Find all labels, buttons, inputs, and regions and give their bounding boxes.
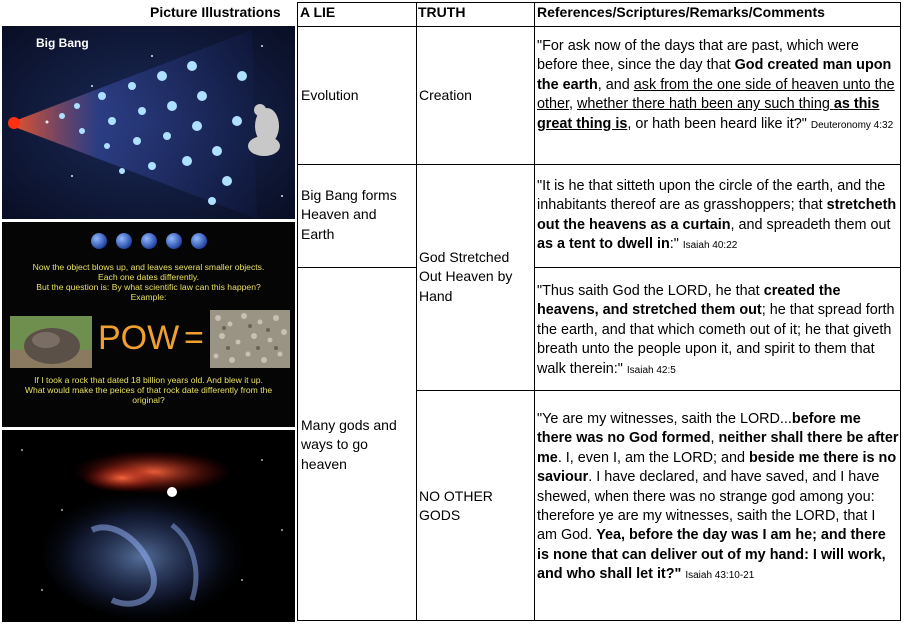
big-bang-image xyxy=(2,26,295,219)
reference-isaiah-40: "It is he that sitteth upon the circle of the earth, and the inhabitants thereof are as grasshoppers; that stretcheth out the heavens as a curtain, and spreadeth them out as a tent to dwell in:" Isaiah 40:22 xyxy=(537,178,897,253)
equals-sign: = xyxy=(184,319,204,357)
rock-explosion-image xyxy=(2,222,295,427)
header-references: References/Scriptures/Remarks/Comments xyxy=(537,4,825,20)
rock-text-bottom: If I took a rock that dated 18 billion years old. And blew it up. What would make the peices of that rock date differently from the original? xyxy=(24,375,273,405)
nebula-hand-image xyxy=(2,430,295,622)
lie-evolution: Evolution xyxy=(301,87,359,103)
reference-isaiah-43: "Ye are my witnesses, saith the LORD...before me there was no God formed, neither shall there be after me. I, even I, am the LORD; and beside me there is no saviour. I have declared, and have saved, and I have shewed, when there was no strange god among you: therefore ye are my witnesses, saith the LORD, that I am God. Yea, before the day was I am he; and there is none that can deliver out of my hand: I will work, and who shall let it?" Isaiah 43:10-21 xyxy=(537,411,899,583)
header-truth: TRUTH xyxy=(418,4,466,20)
header-a-lie: A LIE xyxy=(300,4,336,20)
reference-deuteronomy: "For ask now of the days that are past, which were before thee, since the day that God created man upon the earth, and ask from the one side of heaven unto the other, whether there hath been any such thing as this great thing is, or hath been heard like it?" Deuteronomy 4:32 xyxy=(537,38,895,132)
truth-no-other-gods: NO OTHER GODS xyxy=(419,488,493,524)
pow-text: POW xyxy=(98,319,180,357)
header-picture-illustrations: Picture Illustrations xyxy=(150,4,281,20)
big-bang-illustration xyxy=(2,26,295,219)
reference-isaiah-42: "Thus saith God the LORD, he that created the heavens, and stretched them out; he that spread forth the earth, and that which cometh out of it; he that giveth breath unto the people upon it, and spirit to them that walk therein:" Isaiah 42:5 xyxy=(537,283,895,377)
truth-god-stretched: God Stretched Out Heaven by Hand xyxy=(419,249,513,304)
citation-isaiah-42: Isaiah 42:5 xyxy=(626,364,676,376)
truth-creation: Creation xyxy=(419,87,472,103)
nebula-illustration xyxy=(2,430,295,622)
gravel-photo xyxy=(210,310,290,368)
blue-orbs xyxy=(90,232,210,250)
citation-isaiah-40: Isaiah 40:22 xyxy=(682,240,738,252)
citation-isaiah-43: Isaiah 43:10-21 xyxy=(685,570,755,582)
citation-deuteronomy: Deuteronomy 4:32 xyxy=(810,119,894,131)
lie-many-gods: Many gods and ways to go heaven xyxy=(301,417,397,472)
rock-text-top: Now the object blows up, and leaves several smaller objects. Each one dates differently. But the question is: By what scientific law can this happen? Example: xyxy=(32,262,265,302)
big-bang-title: Big Bang xyxy=(36,36,89,50)
lie-big-bang: Big Bang forms Heaven and Earth xyxy=(301,187,397,242)
whole-rock-photo xyxy=(10,316,92,368)
